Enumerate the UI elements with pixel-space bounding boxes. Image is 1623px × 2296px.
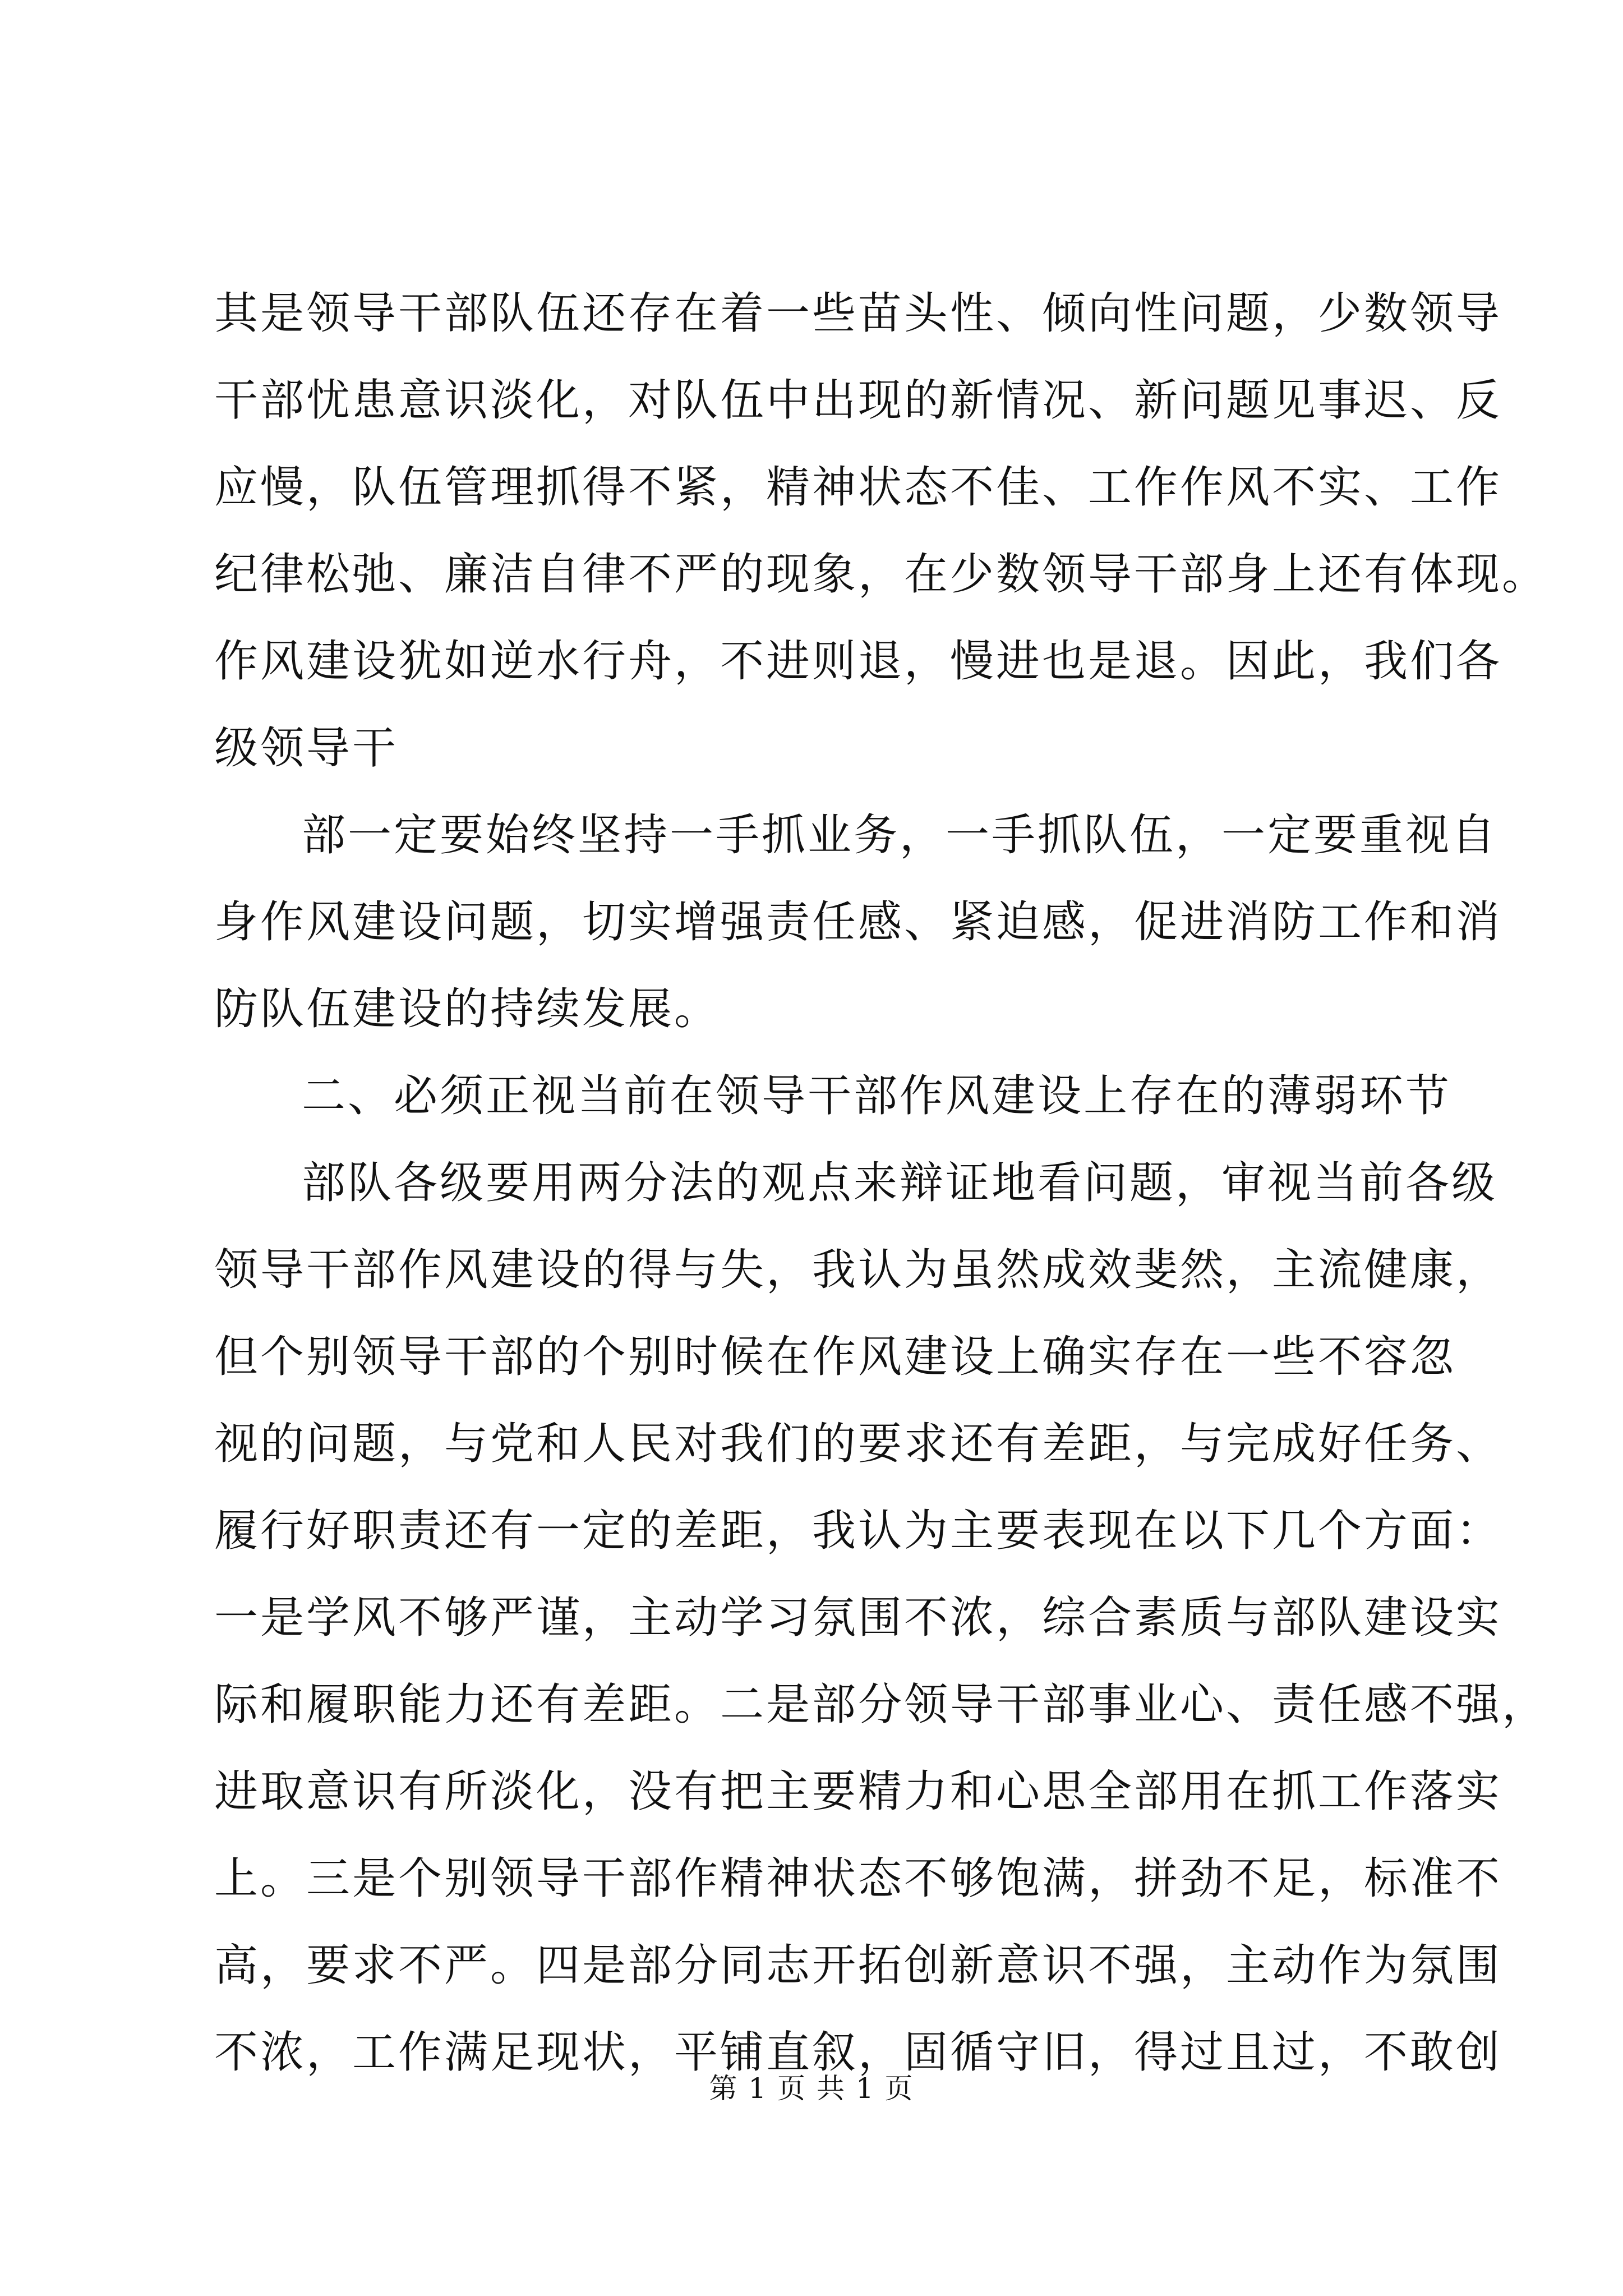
text-line: 进取意识有所淡化，没有把主要精力和心思全部用在抓工作落实: [214, 1766, 1502, 1817]
section-heading: 二、必须正视当前在领导干部作风建设上存在的薄弱环节: [302, 1071, 1452, 1121]
text-line: 级领导干: [214, 723, 399, 774]
text-line: 其是领导干部队伍还存在着一些苗头性、倾向性问题，少数领导: [214, 288, 1502, 339]
document-body: [214, 270, 1548, 2096]
text-line: 视的问题，与党和人民对我们的要求还有差距，与完成好任务、: [214, 1419, 1502, 1469]
text-line: 领导干部作风建设的得与失，我认为虽然成效斐然，主流健康，: [214, 1245, 1502, 1295]
text-line: 但个别领导干部的个别时候在作风建设上确实存在一些不容忽: [214, 1332, 1456, 1382]
text-line: 高，要求不严。四是部分同志开拓创新意识不强，主动作为氛围: [214, 1940, 1502, 1991]
text-line: 上。三是个别领导干部作精神状态不够饱满，拼劲不足，标准不: [214, 1853, 1502, 1904]
paragraph-first-line: 部一定要始终坚持一手抓业务，一手抓队伍，一定要重视自: [302, 810, 1498, 861]
text-line: 作风建设犹如逆水行舟，不进则退，慢进也是退。因此，我们各: [214, 636, 1502, 687]
text-line: 一是学风不够严谨，主动学习氛围不浓，综合素质与部队建设实: [214, 1593, 1502, 1643]
text-line: 应慢，队伍管理抓得不紧，精神状态不佳、工作作风不实、工作: [214, 462, 1502, 513]
text-line: 身作风建设问题，切实增强责任感、紧迫感，促进消防工作和消: [214, 897, 1502, 947]
text-line: 纪律松弛、廉洁自律不严的现象，在少数领导干部身上还有体现。: [214, 549, 1548, 600]
text-line: 不浓，工作满足现状，平铺直叙，固循守旧，得过且过，不敢创: [214, 2027, 1502, 2078]
text-line: 履行好职责还有一定的差距，我认为主要表现在以下几个方面：: [214, 1506, 1502, 1556]
page-footer: 第 1 页 共 1 页: [709, 2072, 914, 2105]
text-line: 防队伍建设的持续发展。: [214, 984, 721, 1034]
paragraph-first-line: 部队各级要用两分法的观点来辩证地看问题，审视当前各级: [302, 1158, 1498, 1208]
text-line: 际和履职能力还有差距。二是部分领导干部事业心、责任感不强，: [214, 1680, 1548, 1730]
text-line: 干部忧患意识淡化，对队伍中出现的新情况、新问题见事迟、反: [214, 375, 1502, 426]
